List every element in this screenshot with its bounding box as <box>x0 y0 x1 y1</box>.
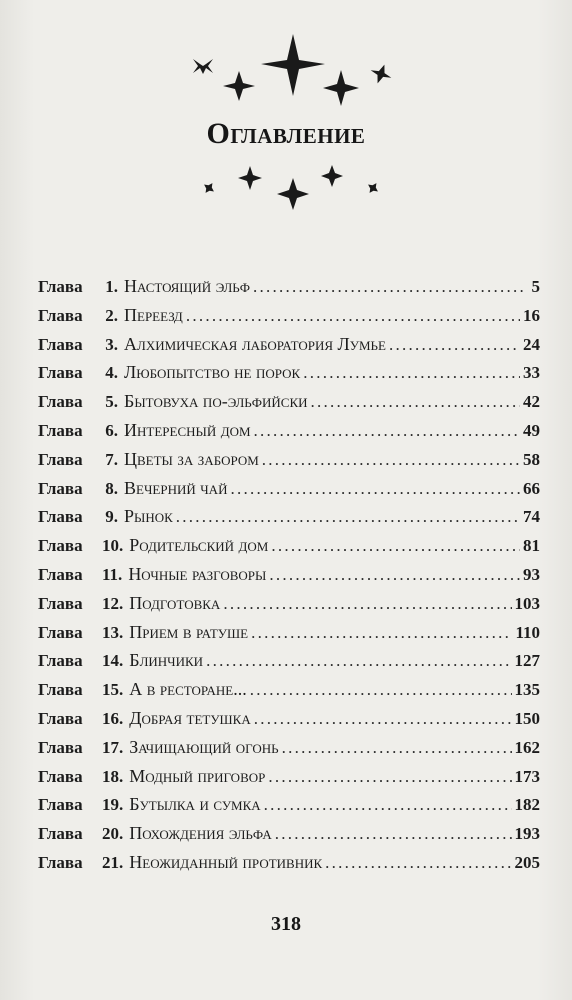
chapter-page: 205 <box>514 852 540 872</box>
chapter-title: Интересный дом <box>124 419 251 440</box>
chapter-number: 17. <box>102 737 124 757</box>
chapter-label: Глава <box>38 334 83 354</box>
chapter-title: Бытовуха по-эльфийски <box>124 391 308 412</box>
chapter-label: Глава <box>38 536 83 556</box>
dot-leader <box>389 335 520 355</box>
toc-entry[interactable] <box>38 823 540 852</box>
chapter-title: Модный приговор <box>129 765 266 786</box>
toc-entry[interactable] <box>38 362 540 391</box>
dot-leader <box>271 536 520 556</box>
chapter-number: 12. <box>102 593 124 613</box>
dot-leader <box>230 479 520 499</box>
chapter-page: 33 <box>523 363 540 383</box>
chapter-page: 182 <box>514 795 540 815</box>
chapter-label: Глава <box>38 708 83 728</box>
toc-entry[interactable] <box>38 564 540 593</box>
chapter-page: 150 <box>514 708 540 728</box>
chapter-number: 1. <box>105 277 118 296</box>
chapter-title: Неожиданный противник <box>129 851 323 872</box>
chapter-label: Глава <box>38 392 83 412</box>
toc-entry[interactable] <box>38 305 540 334</box>
toc-entry[interactable] <box>38 391 540 420</box>
chapter-title: Настоящий эльф <box>124 276 251 296</box>
chapter-page: 66 <box>523 478 540 498</box>
toc-entry[interactable] <box>38 449 540 478</box>
chapter-page: 5 <box>531 277 540 296</box>
toc-entry[interactable] <box>38 708 540 737</box>
chapter-title: Бутылка и сумка <box>129 794 261 815</box>
chapter-page: 81 <box>523 536 540 556</box>
dot-leader <box>250 680 512 700</box>
chapter-label: Глава <box>38 449 83 469</box>
chapter-number: 9. <box>105 507 118 527</box>
chapter-label: Глава <box>38 737 83 757</box>
chapter-title: Похождения эльфа <box>129 823 272 844</box>
chapter-page: 110 <box>515 622 540 642</box>
toc-entry[interactable] <box>38 852 540 881</box>
page-title: Оглавление <box>206 117 366 150</box>
chapter-page: 93 <box>523 564 540 584</box>
chapter-number: 8. <box>105 478 118 498</box>
chapter-number: 13. <box>102 622 124 642</box>
dot-leader <box>325 853 511 873</box>
chapter-number: 19. <box>102 795 124 815</box>
chapter-title: Переезд <box>124 304 183 325</box>
chapter-title: Любопытство не порок <box>124 362 301 383</box>
dot-leader <box>254 421 520 441</box>
chapter-title: Добрая тетушка <box>129 707 251 728</box>
chapter-label: Глава <box>38 564 83 584</box>
chapter-number: 4. <box>105 363 118 383</box>
chapter-number: 5. <box>105 392 118 412</box>
chapter-label: Глава <box>38 651 83 671</box>
chapter-number: 14. <box>102 651 124 671</box>
chapter-title: Родительский дом <box>129 535 269 556</box>
chapter-number: 11. <box>102 564 123 584</box>
chapter-title: Алхимическая лаборатория Лумье <box>124 333 386 354</box>
dot-leader <box>282 738 512 758</box>
toc-entry[interactable] <box>38 794 540 823</box>
chapter-title: Подготовка <box>129 592 221 613</box>
chapter-page: 42 <box>523 392 540 412</box>
chapter-page: 193 <box>514 824 540 844</box>
dot-leader <box>186 306 520 326</box>
dot-leader <box>254 709 512 729</box>
chapter-label: Глава <box>38 277 83 296</box>
dot-leader <box>253 277 523 297</box>
dot-leader <box>223 594 511 614</box>
chapter-page: 127 <box>514 651 540 671</box>
dot-leader <box>269 565 520 585</box>
chapter-label: Глава <box>38 824 83 844</box>
chapter-title: Зачищающий огонь <box>129 736 279 757</box>
chapter-label: Глава <box>38 478 83 498</box>
chapter-number: 20. <box>102 824 124 844</box>
dot-leader <box>311 392 520 412</box>
chapter-number: 21. <box>102 852 124 872</box>
chapter-label: Глава <box>38 852 83 872</box>
chapter-label: Глава <box>38 680 83 700</box>
chapter-number: 18. <box>102 766 124 786</box>
chapter-number: 2. <box>105 305 118 325</box>
chapter-label: Глава <box>38 507 83 527</box>
chapter-page: 58 <box>523 449 540 469</box>
chapter-page: 24 <box>523 334 540 354</box>
dot-leader <box>264 795 512 815</box>
toc-entry[interactable] <box>38 622 540 651</box>
chapter-page: 173 <box>514 766 540 786</box>
chapter-title: Блинчики <box>129 650 204 671</box>
chapter-label: Глава <box>38 363 83 383</box>
toc-entry[interactable] <box>38 334 540 363</box>
chapter-number: 3. <box>105 334 118 354</box>
chapter-title: Рынок <box>124 506 173 527</box>
chapter-title: Вечерний чай <box>124 477 228 498</box>
dot-leader <box>176 507 520 527</box>
chapter-label: Глава <box>38 766 83 786</box>
toc-entry[interactable] <box>38 420 540 449</box>
chapter-title: Цветы за забором <box>124 448 259 469</box>
chapter-page: 16 <box>523 305 540 325</box>
chapter-page: 74 <box>523 507 540 527</box>
toc-entry[interactable] <box>38 535 540 564</box>
dot-leader <box>275 824 512 844</box>
chapter-label: Глава <box>38 593 83 613</box>
page-number: 318 <box>271 913 301 935</box>
chapter-label: Глава <box>38 795 83 815</box>
dot-leader <box>303 363 520 383</box>
chapter-title: Прием в ратуше <box>129 621 249 642</box>
toc-entry[interactable] <box>38 737 540 766</box>
chapter-number: 7. <box>105 449 118 469</box>
dot-leader <box>206 651 511 671</box>
chapter-number: 15. <box>102 680 124 700</box>
chapter-number: 16. <box>102 708 124 728</box>
chapter-page: 135 <box>514 680 540 700</box>
chapter-page: 103 <box>514 593 540 613</box>
chapter-page: 49 <box>523 420 540 440</box>
chapter-number: 6. <box>105 420 118 440</box>
toc-entry[interactable] <box>38 478 540 507</box>
chapter-number: 10. <box>102 536 124 556</box>
chapter-title: Ночные разговоры <box>128 563 267 584</box>
toc-entry[interactable] <box>38 506 540 535</box>
chapter-label: Глава <box>38 420 83 440</box>
chapter-page: 162 <box>514 737 540 757</box>
dot-leader <box>268 767 511 787</box>
sparkle-star-icon <box>0 160 572 215</box>
toc-entry[interactable] <box>38 766 540 795</box>
toc-entry[interactable] <box>38 679 540 708</box>
toc-entry[interactable] <box>38 593 540 622</box>
toc-entry[interactable] <box>38 650 540 679</box>
chapter-label: Глава <box>38 305 83 325</box>
dot-leader <box>251 623 512 643</box>
chapter-title: А в ресторане... <box>129 679 247 700</box>
toc-entry[interactable] <box>38 276 540 305</box>
sparkle-star-icon <box>0 28 572 118</box>
table-of-contents <box>38 276 540 881</box>
chapter-label: Глава <box>38 622 83 642</box>
dot-leader <box>262 450 520 470</box>
